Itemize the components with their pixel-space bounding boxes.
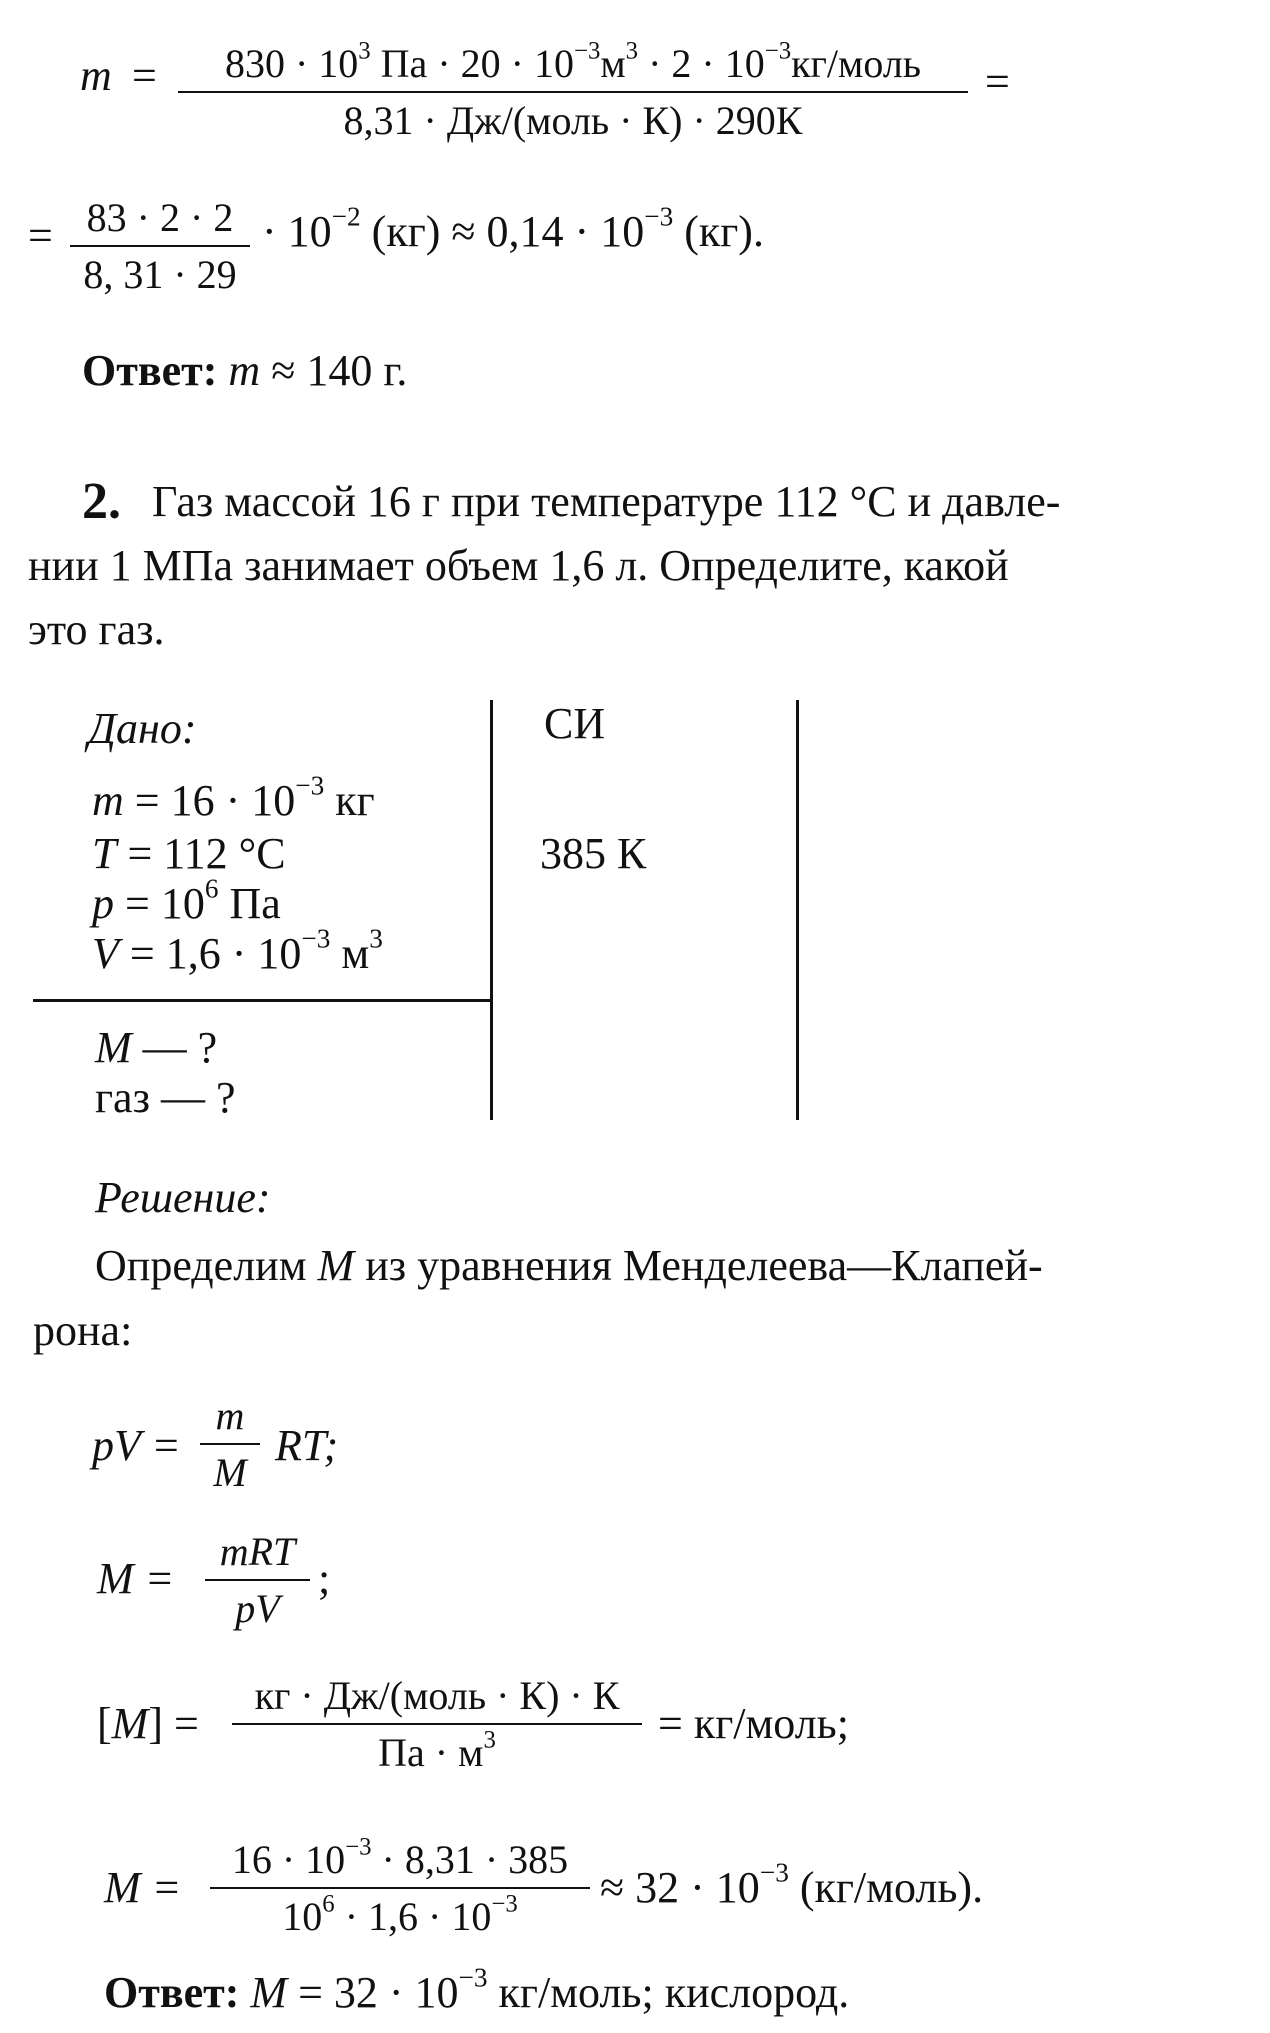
formula1-eq: =: [132, 51, 157, 100]
answer1-value: ≈ 140 г.: [271, 346, 408, 395]
problem2-line1: 2. Газ массой 16 г при температуре 112 °С и давле-: [28, 470, 1228, 534]
given-m: $m = 16 \cdot 10^{-3}$ кг: [92, 770, 375, 825]
formula1-numerator: $830 \cdot 10^3$ Па · $20 \cdot 10^{-3}м^3 \cdot 2$ · $10^{-3}кг$/моль: [224, 37, 922, 86]
solution-header: Решение:: [95, 1173, 271, 1222]
eq3-rhs: = кг/моль;: [658, 1699, 849, 1748]
eq4-fraction: $16 \cdot 10^{-3} \cdot 8,31 \cdot 385$ $10^6 \cdot 1,6 \cdot 10^{-3}$: [210, 1836, 590, 1940]
given-divider-vertical: [490, 700, 493, 1120]
given-header: Дано:: [88, 704, 197, 753]
eq4-lhs: M =: [104, 1863, 182, 1912]
problem2-line2: нии 1 МПа занимает объем 1,6 л. Определите, какой: [28, 541, 1009, 590]
answer-1: [82, 345, 407, 396]
eq2-fraction: mRT pV: [205, 1528, 310, 1632]
formula1-fraction: [178, 37, 968, 144]
problem2-line3: это газ.: [28, 605, 165, 654]
eq3-fraction: кг · Дж/(моль · К) · К Па · $м^3$: [232, 1672, 642, 1776]
formula2-fraction: [70, 194, 250, 298]
given-T: T = 112 °С: [92, 829, 286, 878]
eq2-rhs: ;: [318, 1554, 331, 1603]
eq1-fraction: m M: [200, 1392, 260, 1496]
eq3-lhs: [M] =: [97, 1699, 199, 1748]
formula2-denominator: 8, 31 · 29: [83, 252, 237, 297]
answer1-label: Ответ:: [82, 346, 218, 395]
given-divider-horizontal: [33, 999, 493, 1002]
eq2-lhs: M =: [97, 1554, 175, 1603]
given-p: $p = 10^6$ Па: [92, 873, 281, 928]
given-V: $V = 1,6 \cdot 10^{-3}$ $м^3$: [92, 923, 383, 978]
si-T-value: 385 К: [540, 829, 647, 878]
problem-2-statement: [28, 470, 1228, 662]
answer2-label: Ответ:: [104, 1968, 240, 2017]
si-header: СИ: [544, 699, 606, 748]
solution-text-line1: Определим M из уравнения Менделеева—Клапей-: [95, 1241, 1043, 1290]
find-M: M — ?: [95, 1023, 218, 1072]
formula1-lhs: m: [80, 51, 112, 100]
eq1-rhs: RT;: [275, 1421, 339, 1470]
eq1-lhs: pV =: [92, 1421, 181, 1470]
formula1-denominator: 8,31 · Дж/(моль · К) · 290К: [343, 98, 803, 143]
answer1-var: m: [228, 346, 261, 395]
solution-text-line2: рона:: [33, 1306, 133, 1355]
formula2-rest: · $10^{-2}$ $(кг) \approx 0,14 \cdot 10^{-3}$ (кг).: [262, 201, 764, 256]
formula1-trailing-eq: =: [985, 57, 1010, 106]
eq4-rhs: ≈ $32 \cdot 10^{-3}$ (кг/моль).: [600, 1857, 984, 1912]
formula2-numerator: 83 · 2 · 2: [86, 195, 234, 240]
formula2-lead: =: [28, 211, 53, 260]
answer-2: Ответ: $M = 32 \cdot 10^{-3}$ кг/моль; кислород.: [104, 1962, 850, 2017]
si-divider-vertical: [796, 700, 799, 1120]
problem2-number: 2.: [82, 473, 121, 530]
find-gas: газ — ?: [95, 1073, 236, 1122]
answer2-var: M: [250, 1968, 288, 2017]
